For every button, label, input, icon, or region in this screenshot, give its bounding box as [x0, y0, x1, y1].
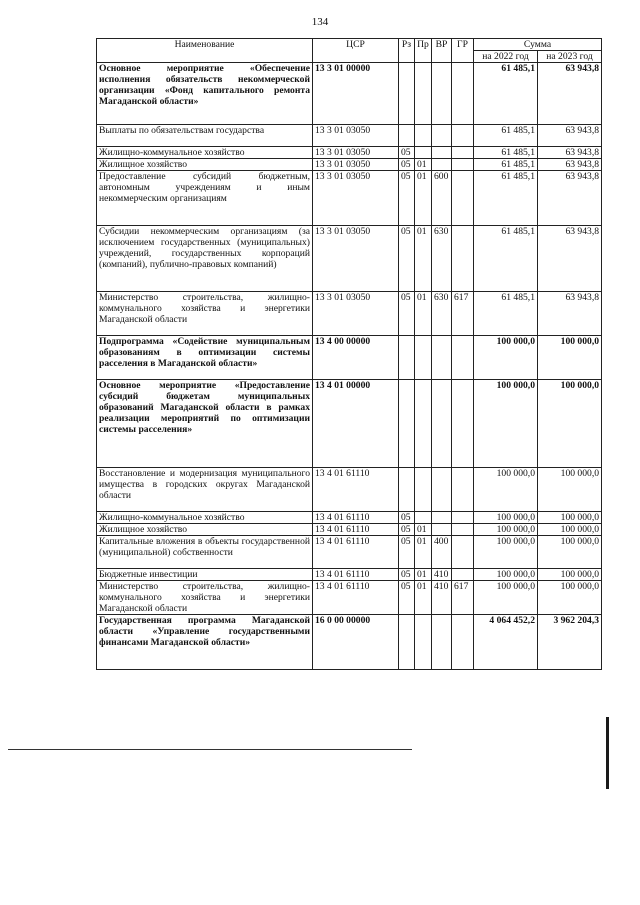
row-vr: 630: [432, 292, 452, 336]
row-amount-2023: 100 000,0: [538, 336, 602, 380]
row-vr: 600: [432, 171, 452, 226]
row-vr: [432, 524, 452, 536]
row-amount-2022: 61 485,1: [474, 125, 538, 147]
row-amount-2023: 3 962 204,3: [538, 615, 602, 670]
row-amount-2023: 63 943,8: [538, 147, 602, 159]
row-csr: 13 4 01 61110: [313, 536, 399, 569]
row-name: Капитальные вложения в объекты государственной (муниципальной) собственности: [97, 536, 313, 569]
row-pr: [415, 615, 432, 670]
row-rz: 05: [399, 292, 415, 336]
row-pr: 01: [415, 159, 432, 171]
row-amount-2022: 100 000,0: [474, 336, 538, 380]
row-name: Предоставление субсидий бюджетным, автономным учреждениям и иным некоммерческим организациям: [97, 171, 313, 226]
row-pr: [415, 125, 432, 147]
table-row: [97, 125, 602, 147]
table-row: [97, 292, 602, 336]
row-pr: 01: [415, 581, 432, 615]
row-name: Основное мероприятие «Предоставление субсидий бюджетам муниципальных образований Магаданской области в рамках реализации мероприятий по оптимизации системы расселения»: [97, 380, 313, 468]
row-gr: [452, 226, 474, 292]
row-vr: 410: [432, 581, 452, 615]
row-amount-2022: 61 485,1: [474, 147, 538, 159]
row-rz: 05: [399, 171, 415, 226]
row-pr: [415, 380, 432, 468]
row-pr: [415, 468, 432, 512]
row-csr: 13 4 00 00000: [313, 336, 399, 380]
bottom-rule: [8, 749, 412, 750]
row-gr: [452, 336, 474, 380]
row-vr: [432, 147, 452, 159]
row-csr: 13 4 01 61110: [313, 512, 399, 524]
table-row: [97, 336, 602, 380]
row-name: Бюджетные инвестиции: [97, 569, 313, 581]
row-gr: [452, 569, 474, 581]
row-gr: [452, 536, 474, 569]
row-amount-2023: 63 943,8: [538, 171, 602, 226]
row-amount-2022: 61 485,1: [474, 171, 538, 226]
row-pr: [415, 512, 432, 524]
table-row: [97, 581, 602, 615]
row-amount-2023: 100 000,0: [538, 524, 602, 536]
table-row: [97, 512, 602, 524]
table-row: [97, 171, 602, 226]
row-name: Субсидии некоммерческим организациям (за исключением государственных (муниципальных) учреждений, государственных корпораций (компаний), публично-правовых компаний): [97, 226, 313, 292]
row-amount-2023: 63 943,8: [538, 226, 602, 292]
row-amount-2023: 100 000,0: [538, 468, 602, 512]
row-vr: [432, 125, 452, 147]
row-name: Жилищно-коммунальное хозяйство: [97, 512, 313, 524]
row-pr: 01: [415, 536, 432, 569]
row-csr: 13 4 01 61110: [313, 569, 399, 581]
row-pr: 01: [415, 524, 432, 536]
row-csr: 13 3 01 03050: [313, 125, 399, 147]
table-row: [97, 147, 602, 159]
row-amount-2023: 100 000,0: [538, 569, 602, 581]
row-rz: 05: [399, 226, 415, 292]
row-rz: [399, 380, 415, 468]
row-amount-2022: 100 000,0: [474, 512, 538, 524]
row-amount-2022: 61 485,1: [474, 226, 538, 292]
table-row: [97, 159, 602, 171]
table-row: [97, 569, 602, 581]
page-number: 134: [311, 16, 329, 28]
row-amount-2023: 63 943,8: [538, 159, 602, 171]
row-gr: [452, 524, 474, 536]
row-amount-2022: 100 000,0: [474, 524, 538, 536]
table-row: [97, 380, 602, 468]
table-row: [97, 63, 602, 125]
row-pr: 01: [415, 226, 432, 292]
row-amount-2022: 100 000,0: [474, 468, 538, 512]
row-amount-2023: 63 943,8: [538, 63, 602, 125]
row-gr: [452, 512, 474, 524]
row-amount-2022: 100 000,0: [474, 536, 538, 569]
header-rz: Рз: [399, 39, 415, 63]
row-gr: [452, 468, 474, 512]
table-row: [97, 536, 602, 569]
table-row: [97, 468, 602, 512]
row-vr: [432, 615, 452, 670]
row-gr: 617: [452, 292, 474, 336]
row-rz: 05: [399, 524, 415, 536]
row-gr: 617: [452, 581, 474, 615]
row-csr: 13 4 01 00000: [313, 380, 399, 468]
row-vr: [432, 63, 452, 125]
row-gr: [452, 159, 474, 171]
row-vr: [432, 336, 452, 380]
row-amount-2023: 100 000,0: [538, 380, 602, 468]
row-gr: [452, 171, 474, 226]
row-vr: 400: [432, 536, 452, 569]
row-csr: 13 3 01 03050: [313, 147, 399, 159]
header-row: [97, 39, 602, 51]
row-amount-2023: 100 000,0: [538, 581, 602, 615]
row-rz: 05: [399, 159, 415, 171]
row-name: Восстановление и модернизация муниципального имущества в городских округах Магаданской области: [97, 468, 313, 512]
header-year-2023: на 2023 год: [538, 51, 602, 63]
row-rz: 05: [399, 536, 415, 569]
row-gr: [452, 125, 474, 147]
row-amount-2022: 100 000,0: [474, 380, 538, 468]
row-amount-2023: 63 943,8: [538, 292, 602, 336]
row-vr: 630: [432, 226, 452, 292]
row-csr: 13 3 01 03050: [313, 171, 399, 226]
table-body: [97, 63, 602, 670]
row-rz: 05: [399, 581, 415, 615]
row-gr: [452, 147, 474, 159]
row-rz: [399, 468, 415, 512]
row-name: Подпрограмма «Содействие муниципальным образованиям в оптимизации системы расселения в Магаданской области»: [97, 336, 313, 380]
row-amount-2023: 63 943,8: [538, 125, 602, 147]
row-pr: [415, 63, 432, 125]
header-sum: Сумма: [474, 39, 602, 51]
header-vr: ВР: [432, 39, 452, 63]
header-name: Наименование: [97, 39, 313, 63]
row-pr: 01: [415, 569, 432, 581]
row-rz: 05: [399, 147, 415, 159]
row-rz: 05: [399, 569, 415, 581]
row-csr: 13 4 01 61110: [313, 581, 399, 615]
row-amount-2022: 61 485,1: [474, 159, 538, 171]
row-vr: 410: [432, 569, 452, 581]
table-row: [97, 615, 602, 670]
row-csr: 13 4 01 61110: [313, 524, 399, 536]
row-rz: [399, 336, 415, 380]
row-name: Жилищное хозяйство: [97, 524, 313, 536]
row-name: Жилищное хозяйство: [97, 159, 313, 171]
budget-table: [96, 38, 602, 670]
header-gr: ГР: [452, 39, 474, 63]
row-pr: 01: [415, 171, 432, 226]
row-rz: [399, 615, 415, 670]
row-amount-2022: 100 000,0: [474, 569, 538, 581]
row-amount-2022: 61 485,1: [474, 63, 538, 125]
row-vr: [432, 512, 452, 524]
row-csr: 13 3 01 03050: [313, 226, 399, 292]
row-amount-2022: 100 000,0: [474, 581, 538, 615]
row-csr: 13 4 01 61110: [313, 468, 399, 512]
row-gr: [452, 63, 474, 125]
row-amount-2023: 100 000,0: [538, 536, 602, 569]
row-pr: 01: [415, 292, 432, 336]
row-name: Министерство строительства, жилищно-коммунального хозяйства и энергетики Магаданской области: [97, 292, 313, 336]
row-name: Выплаты по обязательствам государства: [97, 125, 313, 147]
row-pr: [415, 147, 432, 159]
row-gr: [452, 380, 474, 468]
row-amount-2022: 4 064 452,2: [474, 615, 538, 670]
row-name: Жилищно-коммунальное хозяйство: [97, 147, 313, 159]
row-rz: [399, 125, 415, 147]
row-vr: [432, 468, 452, 512]
row-amount-2023: 100 000,0: [538, 512, 602, 524]
row-amount-2022: 61 485,1: [474, 292, 538, 336]
row-csr: 13 3 01 03050: [313, 159, 399, 171]
row-name: Министерство строительства, жилищно-коммунального хозяйства и энергетики Магаданской области: [97, 581, 313, 615]
margin-scan-mark: [606, 717, 609, 789]
row-gr: [452, 615, 474, 670]
row-vr: [432, 159, 452, 171]
row-csr: 16 0 00 00000: [313, 615, 399, 670]
row-rz: [399, 63, 415, 125]
row-csr: 13 3 01 00000: [313, 63, 399, 125]
row-vr: [432, 380, 452, 468]
row-rz: 05: [399, 512, 415, 524]
row-name: Основное мероприятие «Обеспечение исполнения обязательств некоммерческой организации «Фонд капитального ремонта Магаданской области»: [97, 63, 313, 125]
row-csr: 13 3 01 03050: [313, 292, 399, 336]
header-pr: Пр: [415, 39, 432, 63]
table-row: [97, 524, 602, 536]
row-pr: [415, 336, 432, 380]
row-name: Государственная программа Магаданской области «Управление государственными финансами Магаданской области»: [97, 615, 313, 670]
header-csr: ЦСР: [313, 39, 399, 63]
header-year-2022: на 2022 год: [474, 51, 538, 63]
table-row: [97, 226, 602, 292]
